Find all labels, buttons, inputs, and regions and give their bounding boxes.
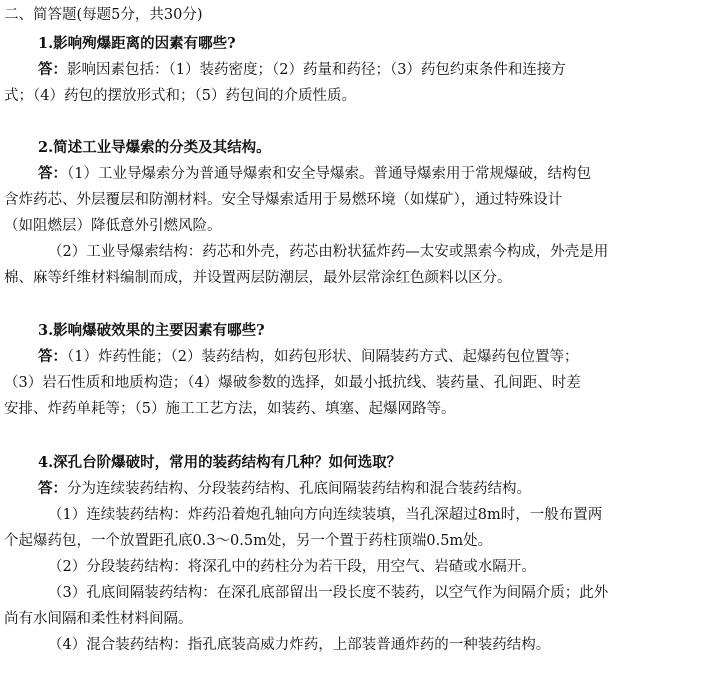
answer-text: （1）工业导爆索分为普通导爆索和安全导爆索。普通导爆索用于常规爆破，结构包 — [67, 166, 591, 182]
question-4-answer-line-5: （3）孔底间隔装药结构：在深孔底部留出一段长度不装药，以空气作为间隔介质；此外 — [48, 585, 609, 601]
question-2-answer-line-2: 含炸药芯、外层覆层和防潮材料。安全导爆索适用于易燃环境（如煤矿），通过特殊设计 — [4, 192, 563, 208]
question-1-answer-line-1 — [0, 59, 718, 81]
question-4-answer-line-2: （1）连续装药结构：炸药沿着炮孔轴向方向连续装填，当孔深超过8m时，一般布置两 — [48, 507, 603, 523]
question-3-answer-line-1 — [0, 346, 718, 368]
answer-text: 影响因素包括：（1）装药密度；（2）药量和药径；（3）药包约束条件和连接方 — [67, 62, 566, 78]
question-3-title: 3.影响爆破效果的主要因素有哪些? — [38, 322, 265, 339]
question-4-answer-line-7: （4）混合装药结构：指孔底装高威力炸药，上部装普通炸药的一种装药结构。 — [48, 637, 551, 653]
question-2-answer-line-1 — [0, 163, 718, 185]
question-4-answer-line-3: 个起爆药包，一个放置距孔底0.3～0.5m处，另一个置于药柱顶端0.5m处。 — [4, 533, 493, 549]
answer-label: 答： — [38, 348, 67, 365]
question-1-answer-line-2: 式；（4）药包的摆放形式和；（5）药包间的介质性质。 — [4, 88, 356, 104]
question-4-title: 4.深孔台阶爆破时，常用的装药结构有几种？如何选取？ — [38, 454, 402, 471]
answer-label: 答： — [38, 61, 67, 78]
question-4-answer-line-6: 尚有水间隔和柔性材料间隔。 — [4, 611, 193, 627]
section-title: 二、简答题(每题5分，共30分) — [4, 7, 203, 23]
question-2-answer-line-3: （如阻燃层）降低意外引燃风险。 — [4, 218, 222, 234]
question-4-answer-line-4: （2）分段装药结构：将深孔中的药柱分为若干段，用空气、岩碴或水隔开。 — [48, 559, 536, 575]
question-4-answer-line-1 — [0, 478, 718, 500]
question-3-answer-line-3: 安排、炸药单耗等；（5）施工工艺方法，如装药、填塞、起爆网路等。 — [4, 401, 456, 417]
question-1-title: 1.影响殉爆距离的因素有哪些? — [38, 35, 236, 52]
answer-label: 答： — [38, 165, 67, 182]
question-2-title: 2.简述工业导爆索的分类及其结构。 — [38, 139, 271, 156]
answer-label: 答： — [38, 480, 67, 497]
question-2-answer-line-4: （2）工业导爆索结构：药芯和外壳，药芯由粉状猛炸药—太安或黑索今构成，外壳是用 — [48, 244, 609, 260]
question-2-answer-line-5: 棉、麻等纤维材料编制而成，并设置两层防潮层，最外层常涂红色颜料以区分。 — [4, 270, 512, 286]
answer-text: 分为连续装药结构、分段装药结构、孔底间隔装药结构和混合装药结构。 — [67, 481, 531, 497]
question-3-answer-line-2: （3）岩石性质和地质构造；（4）爆破参数的选择，如最小抵抗线、装药量、孔间距、时差 — [4, 375, 581, 391]
answer-text: （1）炸药性能；（2）装药结构，如药包形状、间隔装药方式、起爆药包位置等； — [67, 349, 579, 365]
